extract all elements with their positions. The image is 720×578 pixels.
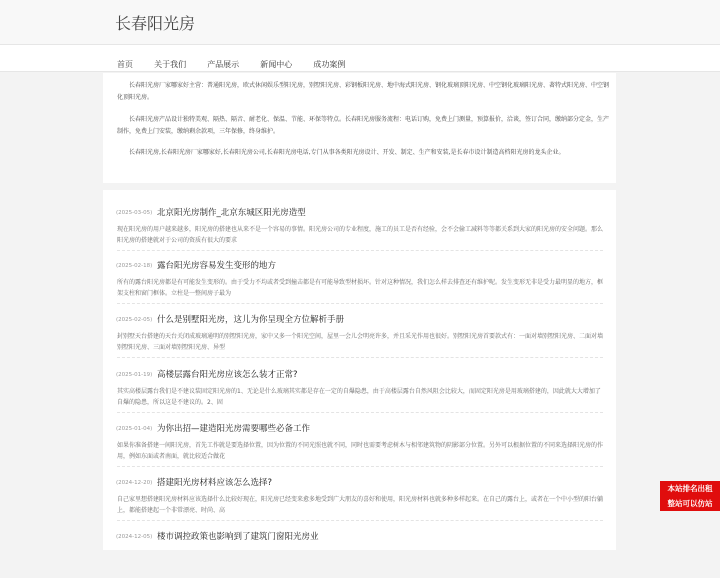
article-date: (2025-01-19)	[116, 372, 153, 378]
list-item	[103, 412, 616, 470]
list-item	[103, 358, 616, 416]
article-excerpt: 如果你准备搭建一间阳光房，首先工作就是要选择位置，因为位置的不同光照也就不同，同时也需要考虑树木与相邻建筑物的阴影部分位置。另外可以根据位置的不同来选择阳光房的作用，例如东面或者南面，就比较适合做花	[117, 442, 603, 460]
nav-news[interactable]: 新闻中心	[260, 60, 293, 69]
article-title[interactable]: 露台阳光房容易发生变形的地方	[157, 261, 277, 271]
article-title[interactable]: 楼市调控政策也影响到了建筑门窗阳光房业	[157, 532, 319, 542]
article-date: (2025-02-05)	[116, 317, 153, 323]
side-ad-badge[interactable]	[660, 481, 720, 511]
article-date: (2025-03-05)	[116, 210, 153, 216]
article-excerpt: 封别墅天台搭建的天台关闭成玻璃通明的别墅阳光房，家中又多一个阳光空间，屋里一会儿会明亮许多，并且采光作用也很好。别墅阳光房首要款式有：一面对墙别墅阳光房、二面对墙别墅阳光房、三面对墙别墅阳光房、异型	[117, 333, 603, 351]
intro-paragraph: 长春阳光房产品设计独特美观、隔热、隔音、耐老化、保温、节能、环保等特点。长春阳光房服务流程：电话订购，免费上门测量，预算报价，洽谈，签订合同，缴纳部分定金，生产制作，免费上门安装，缴纳剩余款项，三年保修，终身维护。	[117, 116, 610, 135]
main-nav	[0, 44, 720, 72]
article-title[interactable]: 什么是别墅阳光房，这儿为你呈现全方位解析手册	[157, 315, 345, 325]
article-date: (2024-12-20)	[116, 480, 153, 486]
nav-cases[interactable]: 成功案例	[313, 60, 346, 69]
article-title[interactable]: 为你出招—建造阳光房需要哪些必备工作	[157, 424, 311, 434]
intro-paragraph: 长春阳光房厂家哪家好主营：普通阳光房，欧式休闲娱乐型阳光房，别墅阳光房、彩钢板阳光房、地中海式阳光房、钢化玻璃顶阳光房、中空钢化玻璃阳光房、著特式阳光房、中空钢化顶阳光房。	[117, 82, 610, 101]
list-item	[103, 196, 616, 254]
article-date: (2025-02-18)	[116, 263, 153, 269]
article-excerpt: 所有的露台阳光房都是有可能发生变形的。由于受力不均或者受到撞击都是有可能导致型材损坏。针对这种情况，我们怎么样去排查还有维护呢。发生变形无非是受力最明显的地方，框架支柱和窗门框体。立柱是一整间房子最为	[117, 279, 603, 297]
list-item	[103, 466, 616, 524]
intro-panel	[103, 73, 616, 183]
badge-line: 本站排名出租	[667, 484, 713, 493]
article-list	[103, 190, 616, 550]
article-title[interactable]: 北京阳光房制作_北京东城区阳光房造型	[157, 208, 306, 218]
intro-paragraph: 长春阳光房,长春阳光房厂家哪家好,长春阳光房公司,长春阳光房电话,专门从事各类阳光房设计、开发、制定、生产和安装,是长春市设计制造高档阳光房的龙头企业。	[129, 149, 565, 156]
nav-products[interactable]: 产品展示	[207, 60, 240, 69]
list-item	[103, 520, 616, 578]
article-date: (2025-01-04)	[116, 426, 153, 432]
article-date: (2024-12-05)	[116, 534, 153, 540]
badge-line: 整站可以仿站	[667, 499, 713, 508]
list-item	[103, 303, 616, 361]
article-excerpt: 现在阳光房的用户越来越多，阳光房的搭建也从来不是一个容易的事情。阳光房公司的专业程度，施工的员工是否有经验，会不会偷工减料等等都关系到大家的阳光房的安全问题。那么阳光房的搭建就对于公司的资质有很大的要求	[117, 226, 603, 244]
site-title[interactable]: 长春阳光房	[115, 14, 196, 33]
article-excerpt: 其实高楼层露台我们是不建议装固定阳光房的1、无论是什么玻璃其实都是存在一定的自爆隐患，由于高楼层露台自然风阻会比较大，而固定阳光房是用玻璃搭建的，因此就大大增加了自爆的隐患，所以这是不建议的。2、固	[117, 388, 601, 406]
list-item	[103, 249, 616, 307]
nav-about[interactable]: 关于我们	[154, 60, 187, 69]
nav-home[interactable]: 首页	[117, 60, 133, 69]
header	[0, 0, 720, 44]
article-title[interactable]: 搭建阳光房材料应该怎么选择?	[157, 478, 273, 488]
article-excerpt: 自己家里想搭建阳光房材料应该选择什么比较好现在，阳光房已经变来愈多地受到广大朋友的喜好和使用，阳光房材料也就多种多样起来。在自己的露台上，或者在一个中小型的阳台躺上，都能搭建起一个非常漂亮、时尚、高	[117, 496, 603, 514]
article-title[interactable]: 高楼层露台阳光房应该怎么装才正常?	[157, 370, 298, 380]
